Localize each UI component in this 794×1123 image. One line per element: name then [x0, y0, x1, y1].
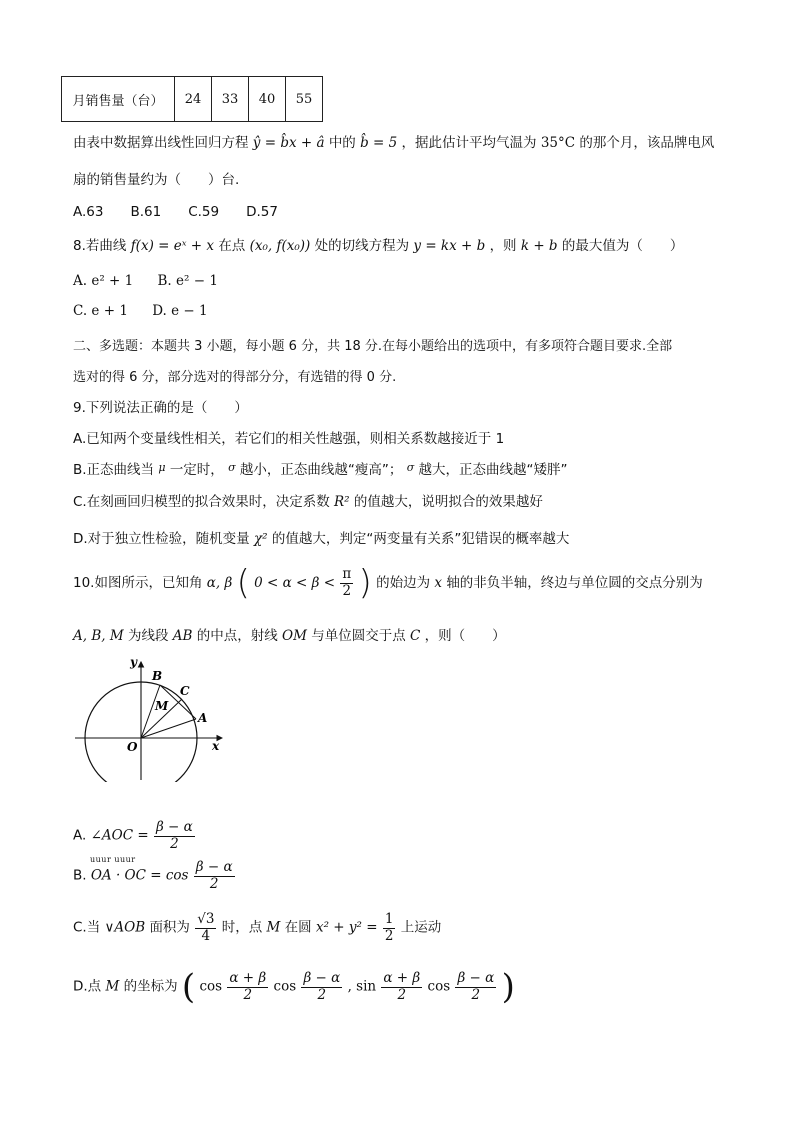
q10-text: 为线段: [127, 628, 169, 644]
q8-option-d: D. e − 1: [152, 303, 208, 319]
q9-option-b: [73, 458, 568, 478]
frac-den: 2: [317, 986, 327, 1003]
x-var: x: [434, 575, 443, 591]
fraction: [381, 971, 422, 1003]
fraction: [301, 971, 342, 1003]
table-cell: 55: [286, 77, 323, 122]
section2-line1: 二、多选题：本题共 3 小题，每小题 6 分，共 18 分.在每小题给出的选项中，有多项符合题目要求.全部: [73, 339, 673, 354]
paren-left: (: [181, 967, 196, 1007]
q10-text: 在圆: [284, 919, 312, 936]
q8-stem: [73, 234, 683, 254]
q7-text: 的那个月，该品牌电风: [579, 135, 715, 151]
q10-option-a: [73, 820, 196, 852]
q9-text: 越小，正态曲线越“瘦高”；: [239, 462, 403, 478]
point-m: M: [105, 978, 120, 995]
q10-option-d: [73, 967, 515, 1007]
sigma-symbol: σ: [228, 461, 236, 474]
q8-function: f(x) = eˣ + x: [130, 238, 215, 254]
q7-text: ，据此估计平均气温为: [401, 135, 537, 151]
q7-options: A.63 B.61 C.59 D.57: [73, 204, 278, 220]
q9-option-a: A.已知两个变量线性相关，若它们的相关性越强，则相关系数越接近于 1: [73, 431, 505, 447]
vector-marks: uuur uuur: [90, 855, 136, 864]
q10-text: 的中点，射线: [196, 628, 278, 644]
q10-option-b: [73, 860, 236, 892]
q9-stem: 9.下列说法正确的是（ ）: [73, 400, 248, 416]
ray-om: OM: [282, 628, 307, 644]
frac-num: β − α: [303, 969, 341, 986]
q10-text: 时，点: [221, 919, 263, 936]
q8-point: (x₀, f(x₀)): [249, 238, 311, 254]
mu-symbol: μ: [158, 461, 166, 474]
frac-den: 4: [201, 927, 211, 944]
x-label: x: [212, 739, 220, 753]
q9-text: 的值越大，说明拟合的效果越好: [353, 494, 543, 510]
q10-option-c: [73, 912, 441, 944]
unit-circle-figure: [70, 652, 230, 782]
point-a-label: A: [198, 711, 208, 725]
frac-den: 2: [342, 582, 352, 599]
frac-num: 1: [384, 911, 394, 927]
q9-text: 一定时，: [169, 462, 224, 478]
option-expr: OA · OC = cos: [90, 867, 189, 884]
frac-num: √3: [197, 911, 215, 927]
q8-text: ，则: [489, 238, 517, 254]
regression-formula: ŷ = b̂x + â: [252, 135, 325, 151]
q8-option-c: C. e + 1: [73, 303, 128, 319]
q8-expr: k + b: [520, 238, 558, 254]
frac-num: β − α: [195, 859, 233, 875]
q10-text: 的始边为: [376, 575, 431, 591]
q9-option-d: [73, 527, 569, 547]
table-row: [62, 77, 323, 122]
option-label: A.: [73, 827, 87, 844]
q10-text: ，则（ ）: [424, 628, 506, 644]
frac-den: 2: [384, 927, 394, 944]
cos-fn: cos: [273, 978, 297, 995]
point-c-label: C: [180, 684, 190, 698]
q9-option-c: [73, 490, 543, 510]
q10-text: D.点: [73, 978, 102, 995]
r-squared: R²: [334, 494, 350, 510]
frac-den: 2: [397, 986, 407, 1003]
angle-condition: 0 < α < β <: [254, 575, 336, 591]
frac-den: 2: [209, 875, 219, 892]
frac-den: 2: [471, 986, 481, 1003]
chi-squared: χ²: [253, 531, 268, 547]
table-cell: 33: [212, 77, 249, 122]
point-m-label: M: [155, 699, 169, 713]
point-m: M: [266, 919, 281, 936]
ray-oa: [141, 719, 196, 738]
paren-right: ): [358, 563, 372, 603]
temperature: 35°C: [540, 135, 576, 151]
y-label: y: [130, 655, 137, 669]
q10-text: 10.如图所示，已知角: [73, 575, 203, 591]
q8-tangent: y = kx + b: [413, 238, 486, 254]
option-expr: ∠AOC =: [90, 827, 149, 844]
segment-ab: AB: [172, 628, 193, 644]
sales-table: [61, 76, 323, 122]
fraction: [154, 820, 195, 852]
frac-den: 2: [170, 835, 179, 852]
q8-text: 8.若曲线: [73, 238, 127, 254]
table-cell: 24: [175, 77, 212, 122]
sigma-symbol: σ: [406, 461, 415, 474]
fraction: [195, 912, 216, 944]
pi-over-2: [340, 567, 353, 599]
q8-options-row2: [73, 303, 208, 319]
bhat-value: b̂ = 5: [360, 135, 398, 151]
fraction: [227, 971, 268, 1003]
q8-option-a: A. e² + 1: [73, 273, 134, 289]
q8-option-b: B. e² − 1: [157, 273, 218, 289]
option-label: B.: [73, 867, 87, 884]
q9-text: C.在刻画回归模型的拟合效果时，决定系数: [73, 494, 330, 510]
q10-stem-line2: [73, 624, 506, 644]
q8-text: 在点: [218, 238, 246, 254]
point-c: C: [410, 628, 421, 644]
q8-options-row1: [73, 273, 218, 289]
circle-eq: x² + y² =: [315, 919, 378, 936]
q8-text: 处的切线方程为: [314, 238, 410, 254]
section2-line2: 选对的得 6 分，部分选对的得部分分，有选错的得 0 分.: [73, 370, 397, 385]
q10-text: 与单位圆交于点: [311, 628, 406, 644]
origin-label: O: [127, 740, 138, 754]
frac-num: π: [342, 565, 352, 582]
sin-fn: , sin: [347, 978, 377, 995]
q10-text: C.当: [73, 919, 101, 936]
q10-text: 上运动: [400, 919, 442, 936]
points-abm: A, B, M: [73, 628, 124, 644]
q7-line1: [73, 131, 714, 151]
triangle-aob: ∨AOB: [104, 919, 146, 936]
frac-num: α + β: [383, 969, 421, 986]
paren-right: ): [501, 967, 515, 1007]
q7-line2: 扇的销售量约为（ ）台.: [73, 172, 240, 188]
fraction: [455, 971, 496, 1003]
angle-vars: α, β: [206, 575, 233, 591]
q10-text: 轴的非负半轴，终边与单位圆的交点分别为: [446, 575, 703, 591]
q9-text: B.正态曲线当: [73, 462, 155, 478]
q7-text: 中的: [328, 135, 356, 151]
cos-fn: cos: [427, 978, 451, 995]
q7-text: 由表中数据算出线性回归方程: [73, 135, 249, 151]
frac-den: 2: [243, 986, 253, 1003]
q9-text: 的值越大，判定“两变量有关系”犯错误的概率越大: [271, 531, 570, 547]
frac-num: β − α: [457, 969, 495, 986]
q10-text: 的坐标为: [123, 978, 178, 995]
q10-stem-line1: [73, 563, 703, 603]
q9-text: 越大，正态曲线越“矮胖”: [418, 462, 568, 478]
point-b-label: B: [152, 669, 163, 683]
fraction: [194, 860, 235, 892]
table-cell: 40: [249, 77, 286, 122]
fraction: [383, 912, 396, 944]
cos-fn: cos: [199, 978, 223, 995]
q9-text: D.对于独立性检验，随机变量: [73, 531, 250, 547]
frac-num: β − α: [155, 819, 193, 835]
table-header-cell: 月销售量（台）: [62, 77, 175, 122]
q8-text: 的最大值为（ ）: [561, 238, 684, 254]
frac-num: α + β: [229, 969, 267, 986]
q10-text: 面积为: [149, 919, 190, 936]
paren-left: (: [236, 563, 250, 603]
